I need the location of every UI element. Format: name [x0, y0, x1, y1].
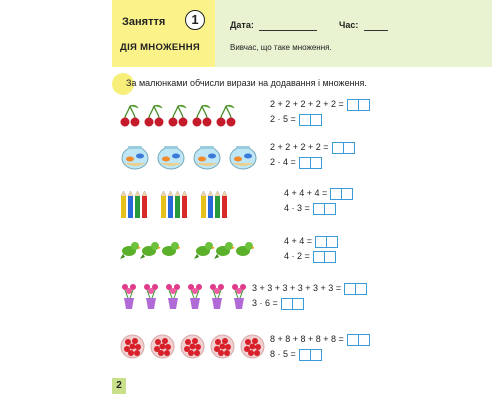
exercise-row — [112, 278, 394, 314]
exercise-row — [112, 100, 394, 136]
fish-bowl-icon — [192, 144, 222, 170]
date-label: Дата: — [230, 20, 254, 30]
product-expression — [270, 347, 370, 362]
product-text: 3 · 6 = — [252, 298, 278, 308]
expressions — [270, 97, 370, 127]
picture-group — [120, 144, 258, 170]
sum-text: 2 + 2 + 2 + 2 = — [270, 142, 329, 152]
answer-boxes[interactable] — [315, 236, 338, 248]
picture-group — [120, 238, 254, 260]
task-instruction: За малюнками обчисли вирази на додавання і множення. — [126, 78, 367, 88]
learned-objective: Вивчас, що таке множення. — [230, 43, 332, 52]
product-text: 2 · 4 = — [270, 157, 296, 167]
picture-group — [120, 104, 236, 128]
strawberry-plate-icon — [180, 334, 205, 359]
sum-text: 4 + 4 = — [284, 236, 313, 246]
product-text: 2 · 5 = — [270, 114, 296, 124]
pencils-icon — [120, 190, 150, 220]
answer-boxes[interactable] — [281, 298, 304, 310]
answer-boxes[interactable] — [332, 142, 355, 154]
lesson-label: Заняття — [122, 16, 166, 28]
lesson-header — [112, 0, 215, 67]
flower-vase-icon — [230, 282, 248, 310]
product-text: 8 · 5 = — [270, 349, 296, 359]
workbook-page — [112, 0, 394, 400]
flower-vase-icon — [120, 282, 138, 310]
parrots-icon — [194, 238, 254, 260]
time-field[interactable] — [364, 30, 388, 31]
product-expression — [270, 155, 355, 170]
answer-boxes[interactable] — [347, 99, 370, 111]
product-expression — [252, 296, 367, 311]
parrots-icon — [120, 238, 180, 260]
expressions — [270, 140, 355, 170]
sum-text: 2 + 2 + 2 + 2 + 2 = — [270, 99, 344, 109]
lesson-topic: ДІЯ МНОЖЕННЯ — [120, 42, 200, 53]
answer-boxes[interactable] — [330, 188, 353, 200]
flower-vase-icon — [164, 282, 182, 310]
fish-bowl-icon — [156, 144, 186, 170]
date-field[interactable] — [259, 30, 317, 31]
sum-expression — [284, 186, 353, 201]
sum-expression — [270, 140, 355, 155]
sum-text: 3 + 3 + 3 + 3 + 3 + 3 = — [252, 283, 342, 293]
exercise-row — [112, 330, 394, 366]
picture-group — [120, 282, 248, 310]
strawberry-plate-icon — [210, 334, 235, 359]
strawberry-plate-icon — [240, 334, 265, 359]
cherries-icon — [216, 104, 236, 128]
answer-boxes[interactable] — [299, 157, 322, 169]
strawberry-plate-icon — [150, 334, 175, 359]
sum-expression — [284, 234, 338, 249]
product-expression — [270, 112, 370, 127]
expressions — [284, 234, 338, 264]
product-text: 4 · 3 = — [284, 203, 310, 213]
answer-boxes[interactable] — [313, 203, 336, 215]
lesson-number-badge: 1 — [185, 10, 205, 30]
date-time-header — [215, 0, 492, 67]
product-text: 4 · 2 = — [284, 251, 310, 261]
fish-bowl-icon — [228, 144, 258, 170]
flower-vase-icon — [208, 282, 226, 310]
picture-group — [120, 334, 265, 359]
answer-boxes[interactable] — [299, 349, 322, 361]
pencils-icon — [160, 190, 190, 220]
expressions — [284, 186, 353, 216]
product-expression — [284, 201, 353, 216]
cherries-icon — [144, 104, 164, 128]
sum-expression — [270, 97, 370, 112]
answer-boxes[interactable] — [299, 114, 322, 126]
exercise-row — [112, 234, 394, 270]
sum-text: 4 + 4 + 4 = — [284, 188, 328, 198]
sum-text: 8 + 8 + 8 + 8 + 8 = — [270, 334, 344, 344]
cherries-icon — [120, 104, 140, 128]
cherries-icon — [192, 104, 212, 128]
flower-vase-icon — [142, 282, 160, 310]
sum-expression — [270, 332, 370, 347]
answer-boxes[interactable] — [344, 283, 367, 295]
cherries-icon — [168, 104, 188, 128]
flower-vase-icon — [186, 282, 204, 310]
strawberry-plate-icon — [120, 334, 145, 359]
expressions — [252, 281, 367, 311]
exercise-row — [112, 186, 394, 222]
time-label: Час: — [339, 20, 359, 30]
answer-boxes[interactable] — [347, 334, 370, 346]
fish-bowl-icon — [120, 144, 150, 170]
pencils-icon — [200, 190, 230, 220]
answer-boxes[interactable] — [313, 251, 336, 263]
sum-expression — [252, 281, 367, 296]
picture-group — [120, 190, 230, 220]
page-number: 2 — [112, 378, 126, 394]
exercise-row — [112, 140, 394, 176]
product-expression — [284, 249, 338, 264]
expressions — [270, 332, 370, 362]
